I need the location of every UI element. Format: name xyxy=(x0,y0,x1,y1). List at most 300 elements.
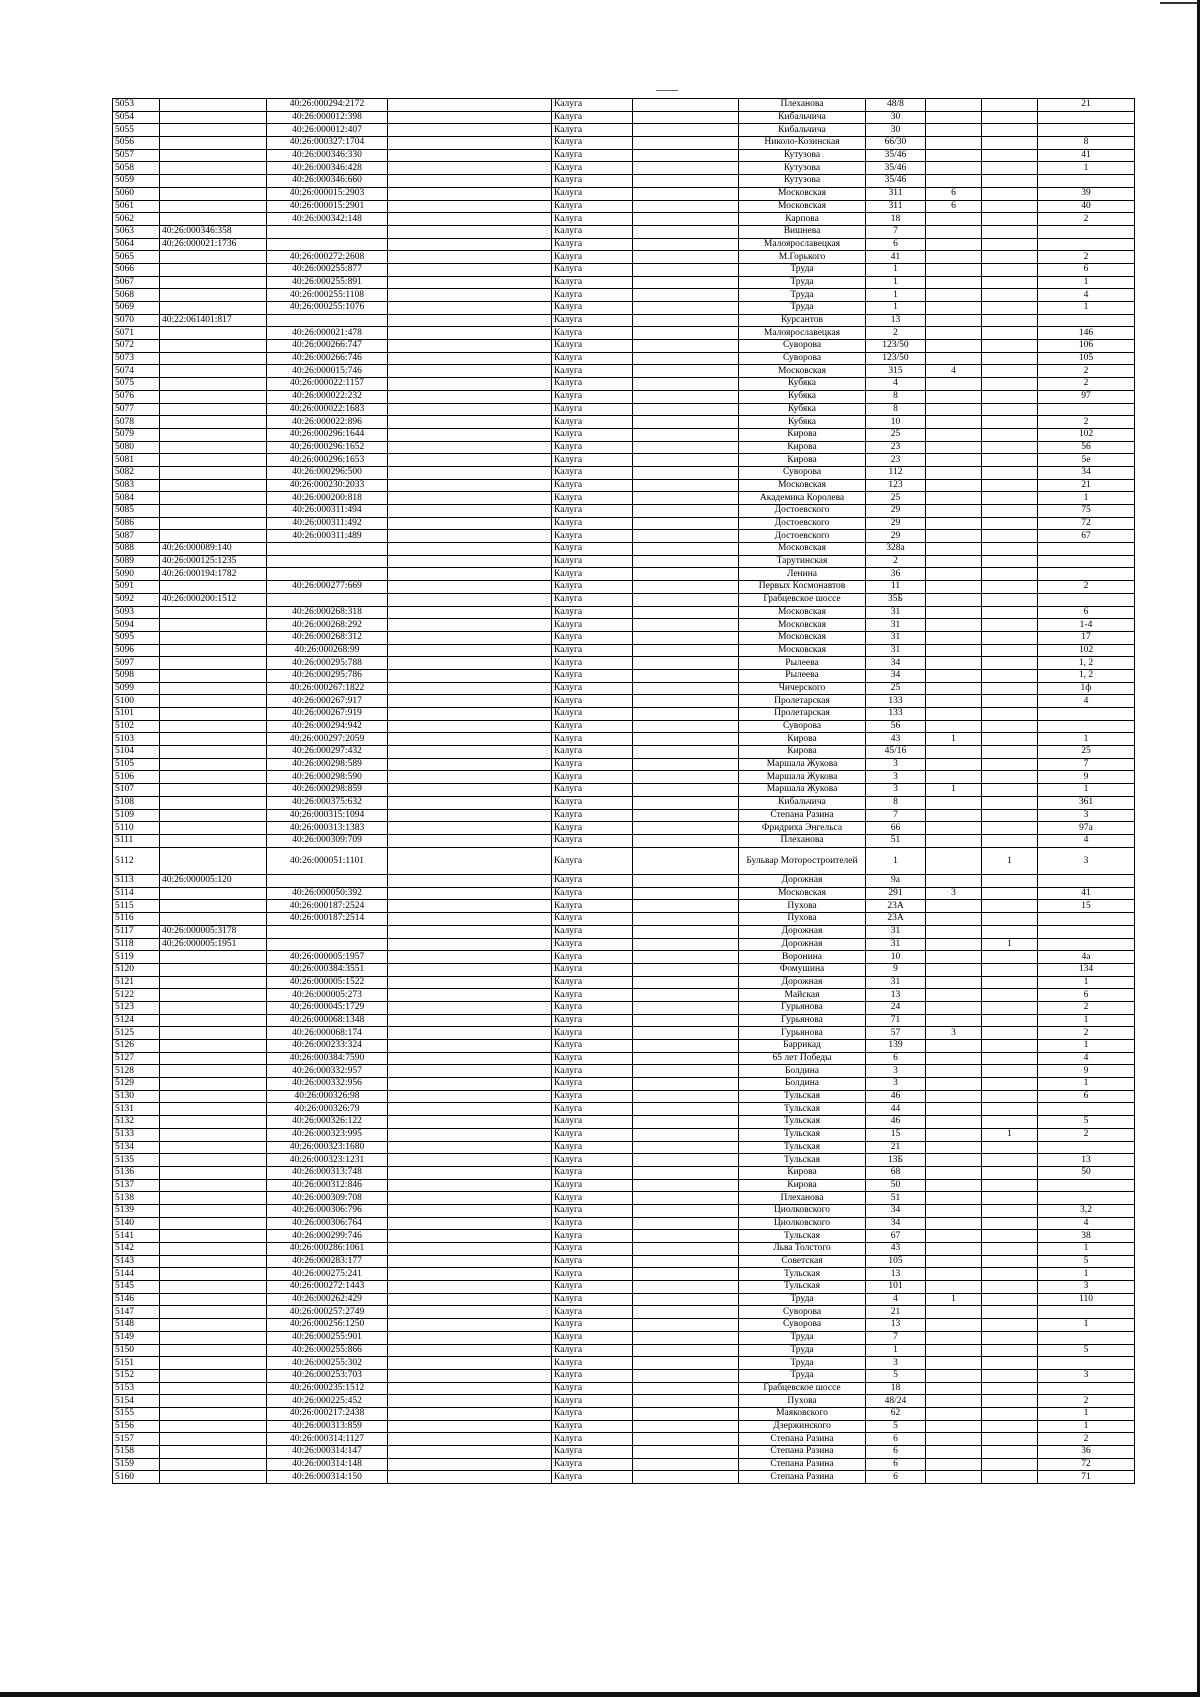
table-row xyxy=(113,1255,1135,1268)
row-number-cell: 5111 xyxy=(113,834,160,847)
structure-cell xyxy=(982,454,1038,467)
apartment-cell: 72 xyxy=(1038,517,1135,530)
building-cadastral-cell: 40:26:000298:590 xyxy=(267,771,388,784)
building-cadastral-cell: 40:26:000296:1653 xyxy=(267,454,388,467)
land-cadastral-cell xyxy=(160,1243,267,1256)
row-number-cell: 5139 xyxy=(113,1204,160,1217)
building-cadastral-cell: 40:26:000306:764 xyxy=(267,1217,388,1230)
blank-cell-a xyxy=(388,1331,552,1344)
land-cadastral-cell xyxy=(160,365,267,378)
blank-cell-b xyxy=(633,1116,739,1129)
blank-cell-a xyxy=(388,1382,552,1395)
city-cell: Калуга xyxy=(552,1293,633,1306)
blank-cell-a xyxy=(388,887,552,900)
blank-cell-a xyxy=(388,657,552,670)
blank-cell-a xyxy=(388,124,552,137)
blank-cell-b xyxy=(633,137,739,150)
land-cadastral-cell xyxy=(160,1179,267,1192)
building-cell xyxy=(926,441,982,454)
structure-cell xyxy=(982,1192,1038,1205)
building-cadastral-cell: 40:26:000217:2438 xyxy=(267,1407,388,1420)
street-cell: Маяковского xyxy=(739,1407,866,1420)
city-cell: Калуга xyxy=(552,1192,633,1205)
row-number-cell: 5104 xyxy=(113,746,160,759)
city-cell: Калуга xyxy=(552,1407,633,1420)
city-cell: Калуга xyxy=(552,796,633,809)
apartment-cell: 5е xyxy=(1038,454,1135,467)
row-number-cell: 5074 xyxy=(113,365,160,378)
land-cadastral-cell xyxy=(160,847,267,875)
house-cell: 2 xyxy=(866,327,926,340)
city-cell: Калуга xyxy=(552,568,633,581)
house-cell: 23 xyxy=(866,441,926,454)
apartment-cell: 71 xyxy=(1038,1471,1135,1484)
street-cell: Суворова xyxy=(739,720,866,733)
table-row xyxy=(113,1331,1135,1344)
blank-cell-a xyxy=(388,796,552,809)
blank-cell-b xyxy=(633,1255,739,1268)
house-cell: 6 xyxy=(866,238,926,251)
table-row xyxy=(113,302,1135,315)
land-cadastral-cell xyxy=(160,887,267,900)
street-cell: Циолковского xyxy=(739,1217,866,1230)
row-number-cell: 5065 xyxy=(113,251,160,264)
street-cell: Дорожная xyxy=(739,875,866,888)
apartment-cell: 105 xyxy=(1038,352,1135,365)
building-cadastral-cell: 40:26:000187:2514 xyxy=(267,913,388,926)
table-row xyxy=(113,1382,1135,1395)
row-number-cell: 5081 xyxy=(113,454,160,467)
land-cadastral-cell xyxy=(160,1065,267,1078)
building-cadastral-cell: 40:26:000314:150 xyxy=(267,1471,388,1484)
blank-cell-b xyxy=(633,1027,739,1040)
city-cell: Калуга xyxy=(552,822,633,835)
blank-cell-b xyxy=(633,340,739,353)
building-cell xyxy=(926,1446,982,1459)
building-cell xyxy=(926,822,982,835)
street-cell: Плеханова xyxy=(739,99,866,112)
building-cell xyxy=(926,340,982,353)
row-number-cell: 5115 xyxy=(113,900,160,913)
table-row xyxy=(113,847,1135,875)
blank-cell-a xyxy=(388,238,552,251)
blank-cell-b xyxy=(633,1192,739,1205)
row-number-cell: 5145 xyxy=(113,1281,160,1294)
city-cell: Калуга xyxy=(552,1128,633,1141)
structure-cell xyxy=(982,695,1038,708)
apartment-cell: 75 xyxy=(1038,505,1135,518)
table-row xyxy=(113,1293,1135,1306)
house-cell: 50 xyxy=(866,1179,926,1192)
city-cell: Калуга xyxy=(552,289,633,302)
city-cell: Калуга xyxy=(552,1369,633,1382)
table-row xyxy=(113,834,1135,847)
blank-cell-a xyxy=(388,137,552,150)
house-cell: 311 xyxy=(866,200,926,213)
land-cadastral-cell xyxy=(160,1116,267,1129)
apartment-cell: 9 xyxy=(1038,771,1135,784)
house-cell: 3 xyxy=(866,771,926,784)
land-cadastral-cell xyxy=(160,416,267,429)
land-cadastral-cell xyxy=(160,1052,267,1065)
city-cell: Калуга xyxy=(552,593,633,606)
building-cell xyxy=(926,390,982,403)
street-cell: Труда xyxy=(739,276,866,289)
table-row xyxy=(113,1052,1135,1065)
blank-cell-b xyxy=(633,479,739,492)
structure-cell xyxy=(982,1204,1038,1217)
blank-cell-b xyxy=(633,1103,739,1116)
land-cadastral-cell xyxy=(160,1407,267,1420)
blank-cell-a xyxy=(388,454,552,467)
structure-cell xyxy=(982,505,1038,518)
land-cadastral-cell xyxy=(160,1001,267,1014)
table-row xyxy=(113,1141,1135,1154)
street-cell: Достоевского xyxy=(739,505,866,518)
building-cell xyxy=(926,99,982,112)
city-cell: Калуга xyxy=(552,581,633,594)
land-cadastral-cell: 40:26:000200:1512 xyxy=(160,593,267,606)
house-cell: 6 xyxy=(866,1458,926,1471)
street-cell: Тульская xyxy=(739,1128,866,1141)
blank-cell-b xyxy=(633,327,739,340)
building-cell xyxy=(926,913,982,926)
house-cell: 18 xyxy=(866,213,926,226)
land-cadastral-cell xyxy=(160,1268,267,1281)
house-cell: 6 xyxy=(866,1052,926,1065)
row-number-cell: 5080 xyxy=(113,441,160,454)
house-cell: 35/46 xyxy=(866,149,926,162)
structure-cell xyxy=(982,1166,1038,1179)
city-cell: Калуга xyxy=(552,669,633,682)
building-cadastral-cell: 40:26:000332:957 xyxy=(267,1065,388,1078)
blank-cell-a xyxy=(388,733,552,746)
street-cell: Кубяка xyxy=(739,416,866,429)
table-row xyxy=(113,149,1135,162)
house-cell: 46 xyxy=(866,1116,926,1129)
structure-cell xyxy=(982,111,1038,124)
blank-cell-a xyxy=(388,1154,552,1167)
row-number-cell: 5160 xyxy=(113,1471,160,1484)
land-cadastral-cell xyxy=(160,505,267,518)
blank-cell-a xyxy=(388,1103,552,1116)
structure-cell xyxy=(982,1040,1038,1053)
row-number-cell: 5091 xyxy=(113,581,160,594)
city-cell: Калуга xyxy=(552,1243,633,1256)
apartment-cell: 41 xyxy=(1038,149,1135,162)
city-cell: Калуга xyxy=(552,263,633,276)
row-number-cell: 5151 xyxy=(113,1357,160,1370)
building-cell xyxy=(926,989,982,1002)
structure-cell xyxy=(982,466,1038,479)
blank-cell-b xyxy=(633,796,739,809)
building-cell xyxy=(926,1331,982,1344)
blank-cell-a xyxy=(388,1420,552,1433)
street-cell: Болдина xyxy=(739,1065,866,1078)
city-cell: Калуга xyxy=(552,771,633,784)
city-cell: Калуга xyxy=(552,1255,633,1268)
land-cadastral-cell xyxy=(160,1154,267,1167)
table-row xyxy=(113,1014,1135,1027)
table-row xyxy=(113,1090,1135,1103)
building-cell xyxy=(926,746,982,759)
row-number-cell: 5135 xyxy=(113,1154,160,1167)
land-cadastral-cell xyxy=(160,1344,267,1357)
structure-cell xyxy=(982,263,1038,276)
city-cell: Калуга xyxy=(552,1268,633,1281)
city-cell: Калуга xyxy=(552,989,633,1002)
blank-cell-a xyxy=(388,1078,552,1091)
land-cadastral-cell: 40:26:000194:1782 xyxy=(160,568,267,581)
building-cadastral-cell: 40:26:000015:746 xyxy=(267,365,388,378)
apartment-cell: 17 xyxy=(1038,631,1135,644)
blank-cell-a xyxy=(388,555,552,568)
blank-cell-a xyxy=(388,1065,552,1078)
apartment-cell: 21 xyxy=(1038,99,1135,112)
city-cell: Калуга xyxy=(552,111,633,124)
street-cell: Кутузова xyxy=(739,162,866,175)
blank-cell-a xyxy=(388,1204,552,1217)
blank-cell-b xyxy=(633,1471,739,1484)
row-number-cell: 5144 xyxy=(113,1268,160,1281)
blank-cell-a xyxy=(388,1293,552,1306)
row-number-cell: 5095 xyxy=(113,631,160,644)
city-cell: Калуга xyxy=(552,1116,633,1129)
apartment-cell: 97 xyxy=(1038,390,1135,403)
row-number-cell: 5136 xyxy=(113,1166,160,1179)
table-row xyxy=(113,900,1135,913)
building-cell: 6 xyxy=(926,200,982,213)
structure-cell xyxy=(982,238,1038,251)
building-cell xyxy=(926,809,982,822)
apartment-cell: 21 xyxy=(1038,479,1135,492)
house-cell: 123 xyxy=(866,479,926,492)
structure-cell xyxy=(982,1065,1038,1078)
street-cell: М.Горького xyxy=(739,251,866,264)
house-cell: 67 xyxy=(866,1230,926,1243)
house-cell: 18 xyxy=(866,1382,926,1395)
house-cell: 30 xyxy=(866,111,926,124)
blank-cell-a xyxy=(388,834,552,847)
row-number-cell: 5055 xyxy=(113,124,160,137)
city-cell: Калуга xyxy=(552,187,633,200)
blank-cell-a xyxy=(388,1014,552,1027)
blank-cell-a xyxy=(388,606,552,619)
apartment-cell: 1 xyxy=(1038,492,1135,505)
house-cell: 3 xyxy=(866,1065,926,1078)
building-cadastral-cell: 40:26:000342:148 xyxy=(267,213,388,226)
apartment-cell xyxy=(1038,314,1135,327)
blank-cell-b xyxy=(633,913,739,926)
building-cell xyxy=(926,1369,982,1382)
row-number-cell: 5112 xyxy=(113,847,160,875)
row-number-cell: 5117 xyxy=(113,925,160,938)
house-cell: 3 xyxy=(866,1078,926,1091)
building-cadastral-cell: 40:26:000315:1094 xyxy=(267,809,388,822)
apartment-cell: 50 xyxy=(1038,1166,1135,1179)
city-cell: Калуга xyxy=(552,1141,633,1154)
table-row xyxy=(113,619,1135,632)
blank-cell-b xyxy=(633,1052,739,1065)
land-cadastral-cell xyxy=(160,99,267,112)
city-cell: Калуга xyxy=(552,784,633,797)
blank-cell-b xyxy=(633,175,739,188)
street-cell: Московская xyxy=(739,644,866,657)
blank-cell-a xyxy=(388,963,552,976)
blank-cell-a xyxy=(388,390,552,403)
row-number-cell: 5141 xyxy=(113,1230,160,1243)
blank-cell-a xyxy=(388,1319,552,1332)
land-cadastral-cell xyxy=(160,454,267,467)
structure-cell xyxy=(982,1471,1038,1484)
land-cadastral-cell xyxy=(160,327,267,340)
blank-cell-a xyxy=(388,938,552,951)
blank-cell-a xyxy=(388,428,552,441)
apartment-cell: 6 xyxy=(1038,989,1135,1002)
table-row xyxy=(113,327,1135,340)
street-cell: Кибальчича xyxy=(739,124,866,137)
city-cell: Калуга xyxy=(552,1166,633,1179)
table-row xyxy=(113,1306,1135,1319)
structure-cell xyxy=(982,644,1038,657)
table-row xyxy=(113,733,1135,746)
land-cadastral-cell xyxy=(160,1014,267,1027)
row-number-cell: 5079 xyxy=(113,428,160,441)
land-cadastral-cell xyxy=(160,263,267,276)
structure-cell xyxy=(982,302,1038,315)
table-row xyxy=(113,1319,1135,1332)
city-cell: Калуга xyxy=(552,1052,633,1065)
row-number-cell: 5129 xyxy=(113,1078,160,1091)
table-row xyxy=(113,543,1135,556)
house-cell: 1 xyxy=(866,289,926,302)
land-cadastral-cell xyxy=(160,644,267,657)
building-cell xyxy=(926,1458,982,1471)
street-cell: Тульская xyxy=(739,1230,866,1243)
apartment-cell: 3,2 xyxy=(1038,1204,1135,1217)
house-cell: 13 xyxy=(866,1319,926,1332)
building-cell xyxy=(926,593,982,606)
building-cadastral-cell: 40:26:000283:177 xyxy=(267,1255,388,1268)
city-cell: Калуга xyxy=(552,416,633,429)
structure-cell xyxy=(982,378,1038,391)
table-row xyxy=(113,492,1135,505)
blank-cell-a xyxy=(388,1433,552,1446)
blank-cell-a xyxy=(388,225,552,238)
city-cell: Калуга xyxy=(552,1040,633,1053)
land-cadastral-cell xyxy=(160,187,267,200)
apartment-cell: 7 xyxy=(1038,758,1135,771)
building-cell xyxy=(926,900,982,913)
land-cadastral-cell xyxy=(160,213,267,226)
city-cell: Калуга xyxy=(552,441,633,454)
blank-cell-b xyxy=(633,657,739,670)
street-cell: Достоевского xyxy=(739,517,866,530)
land-cadastral-cell xyxy=(160,1331,267,1344)
table-row xyxy=(113,238,1135,251)
structure-cell xyxy=(982,276,1038,289)
row-number-cell: 5137 xyxy=(113,1179,160,1192)
land-cadastral-cell: 40:26:000125:1235 xyxy=(160,555,267,568)
apartment-cell: 1 xyxy=(1038,733,1135,746)
building-cadastral-cell: 40:26:000384:7590 xyxy=(267,1052,388,1065)
building-cell xyxy=(926,669,982,682)
table-row xyxy=(113,1040,1135,1053)
land-cadastral-cell xyxy=(160,1217,267,1230)
structure-cell xyxy=(982,581,1038,594)
blank-cell-a xyxy=(388,302,552,315)
table-row xyxy=(113,1357,1135,1370)
house-cell: 24 xyxy=(866,1001,926,1014)
building-cadastral-cell xyxy=(267,925,388,938)
city-cell: Калуга xyxy=(552,1281,633,1294)
land-cadastral-cell xyxy=(160,913,267,926)
land-cadastral-cell xyxy=(160,951,267,964)
house-cell: 3 xyxy=(866,784,926,797)
street-cell: Чичерского xyxy=(739,682,866,695)
apartment-cell: 1 xyxy=(1038,784,1135,797)
building-cell: 1 xyxy=(926,1293,982,1306)
apartment-cell: 4 xyxy=(1038,695,1135,708)
street-cell: Малоярославецкая xyxy=(739,327,866,340)
scan-artifact-dash xyxy=(656,90,678,91)
street-cell: Вишнева xyxy=(739,225,866,238)
row-number-cell: 5158 xyxy=(113,1446,160,1459)
apartment-cell xyxy=(1038,1357,1135,1370)
street-cell: Пухова xyxy=(739,913,866,926)
land-cadastral-cell xyxy=(160,149,267,162)
table-row xyxy=(113,784,1135,797)
apartment-cell: 2 xyxy=(1038,1395,1135,1408)
building-cell xyxy=(926,1090,982,1103)
table-row xyxy=(113,720,1135,733)
land-cadastral-cell xyxy=(160,669,267,682)
structure-cell xyxy=(982,479,1038,492)
street-cell: 65 лет Победы xyxy=(739,1052,866,1065)
structure-cell xyxy=(982,771,1038,784)
building-cell xyxy=(926,492,982,505)
building-cadastral-cell: 40:26:000253:703 xyxy=(267,1369,388,1382)
street-cell: Тульская xyxy=(739,1141,866,1154)
row-number-cell: 5155 xyxy=(113,1407,160,1420)
apartment-cell: 1 xyxy=(1038,1268,1135,1281)
building-cadastral-cell xyxy=(267,543,388,556)
apartment-cell xyxy=(1038,403,1135,416)
blank-cell-b xyxy=(633,695,739,708)
table-row xyxy=(113,200,1135,213)
land-cadastral-cell: 40:26:000021:1736 xyxy=(160,238,267,251)
blank-cell-b xyxy=(633,1204,739,1217)
row-number-cell: 5120 xyxy=(113,963,160,976)
table-row xyxy=(113,187,1135,200)
house-cell: 6 xyxy=(866,1446,926,1459)
apartment-cell: 1 xyxy=(1038,302,1135,315)
table-row xyxy=(113,416,1135,429)
structure-cell xyxy=(982,809,1038,822)
blank-cell-b xyxy=(633,669,739,682)
city-cell: Калуга xyxy=(552,1471,633,1484)
row-number-cell: 5069 xyxy=(113,302,160,315)
house-cell: 35Б xyxy=(866,593,926,606)
land-cadastral-cell xyxy=(160,1395,267,1408)
land-cadastral-cell: 40:26:000089:140 xyxy=(160,543,267,556)
street-cell: Степана Разина xyxy=(739,1471,866,1484)
street-cell: Баррикад xyxy=(739,1040,866,1053)
table-row xyxy=(113,771,1135,784)
house-cell: 10 xyxy=(866,951,926,964)
blank-cell-a xyxy=(388,175,552,188)
blank-cell-a xyxy=(388,466,552,479)
